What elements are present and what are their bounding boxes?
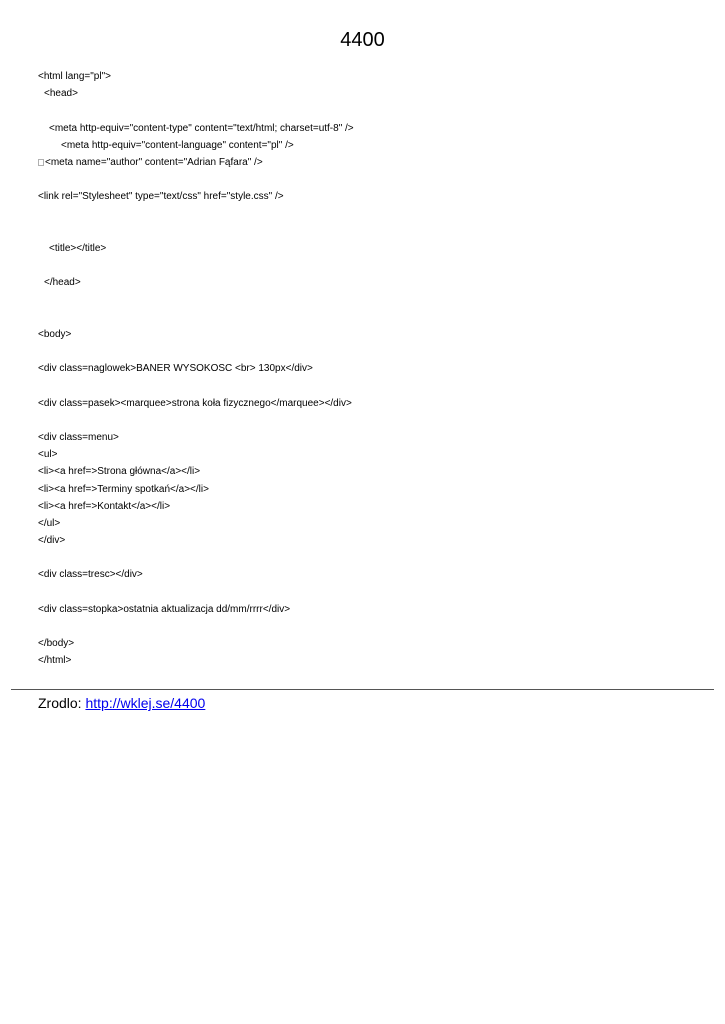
code-line [38, 584, 698, 601]
code-line: <div class=naglowek>BANER WYSOKOSC <br> 130px</div> [38, 363, 313, 375]
code-line-author [38, 154, 698, 171]
code-line: <title></title> [49, 242, 107, 254]
code-line [38, 343, 698, 360]
code-line: <div class=tresc></div> [38, 569, 143, 581]
code-line [38, 223, 698, 240]
code-line [38, 412, 698, 429]
code-line: </head> [44, 277, 81, 289]
code-line: <li><a href=>Strona główna</a></li> [38, 466, 201, 478]
code-line: </body> [38, 638, 75, 650]
code-line [38, 377, 698, 394]
code-line: <div class=menu> [38, 431, 119, 443]
code-line [38, 171, 698, 188]
code-line: <html lang="pl"> [38, 71, 111, 82]
code-line [38, 102, 698, 119]
code-line: <div class=pasek><marquee>strona koła fizycznego</marquee></div> [38, 397, 352, 409]
code-line [38, 206, 698, 223]
code-line [38, 309, 698, 326]
code-line: <li><a href=>Terminy spotkań</a></li> [38, 483, 209, 495]
source-footer [38, 694, 205, 712]
code-listing [38, 68, 698, 670]
code-line: <meta http-equiv="content-language" content="pl" /> [61, 139, 294, 151]
code-line-text: <meta name="author" content="Adrian Fąfara" /> [45, 156, 263, 168]
code-line [38, 291, 698, 308]
source-link[interactable]: http://wklej.se/4400 [85, 695, 206, 711]
code-line: <meta http-equiv="content-type" content="text/html; charset=utf-8" /> [49, 122, 354, 134]
code-line: <ul> [38, 449, 58, 461]
divider [11, 689, 714, 690]
code-line: <li><a href=>Kontakt</a></li> [38, 500, 171, 512]
code-line: <head> [44, 88, 78, 100]
page-title: 4400 [340, 29, 385, 51]
code-line: </html> [38, 655, 72, 667]
code-line [38, 257, 698, 274]
code-line: <body> [38, 328, 72, 340]
code-line: </ul> [38, 517, 61, 529]
code-line: <link rel="Stylesheet" type="text/css" href="style.css" /> [38, 191, 284, 203]
code-line [38, 549, 698, 566]
code-line [38, 618, 698, 635]
source-label: Zrodlo: [38, 695, 86, 711]
missing-glyph-icon [38, 159, 44, 166]
code-line: <div class=stopka>ostatnia aktualizacja dd/mm/rrrr</div> [38, 603, 291, 615]
code-line: </div> [38, 535, 66, 547]
